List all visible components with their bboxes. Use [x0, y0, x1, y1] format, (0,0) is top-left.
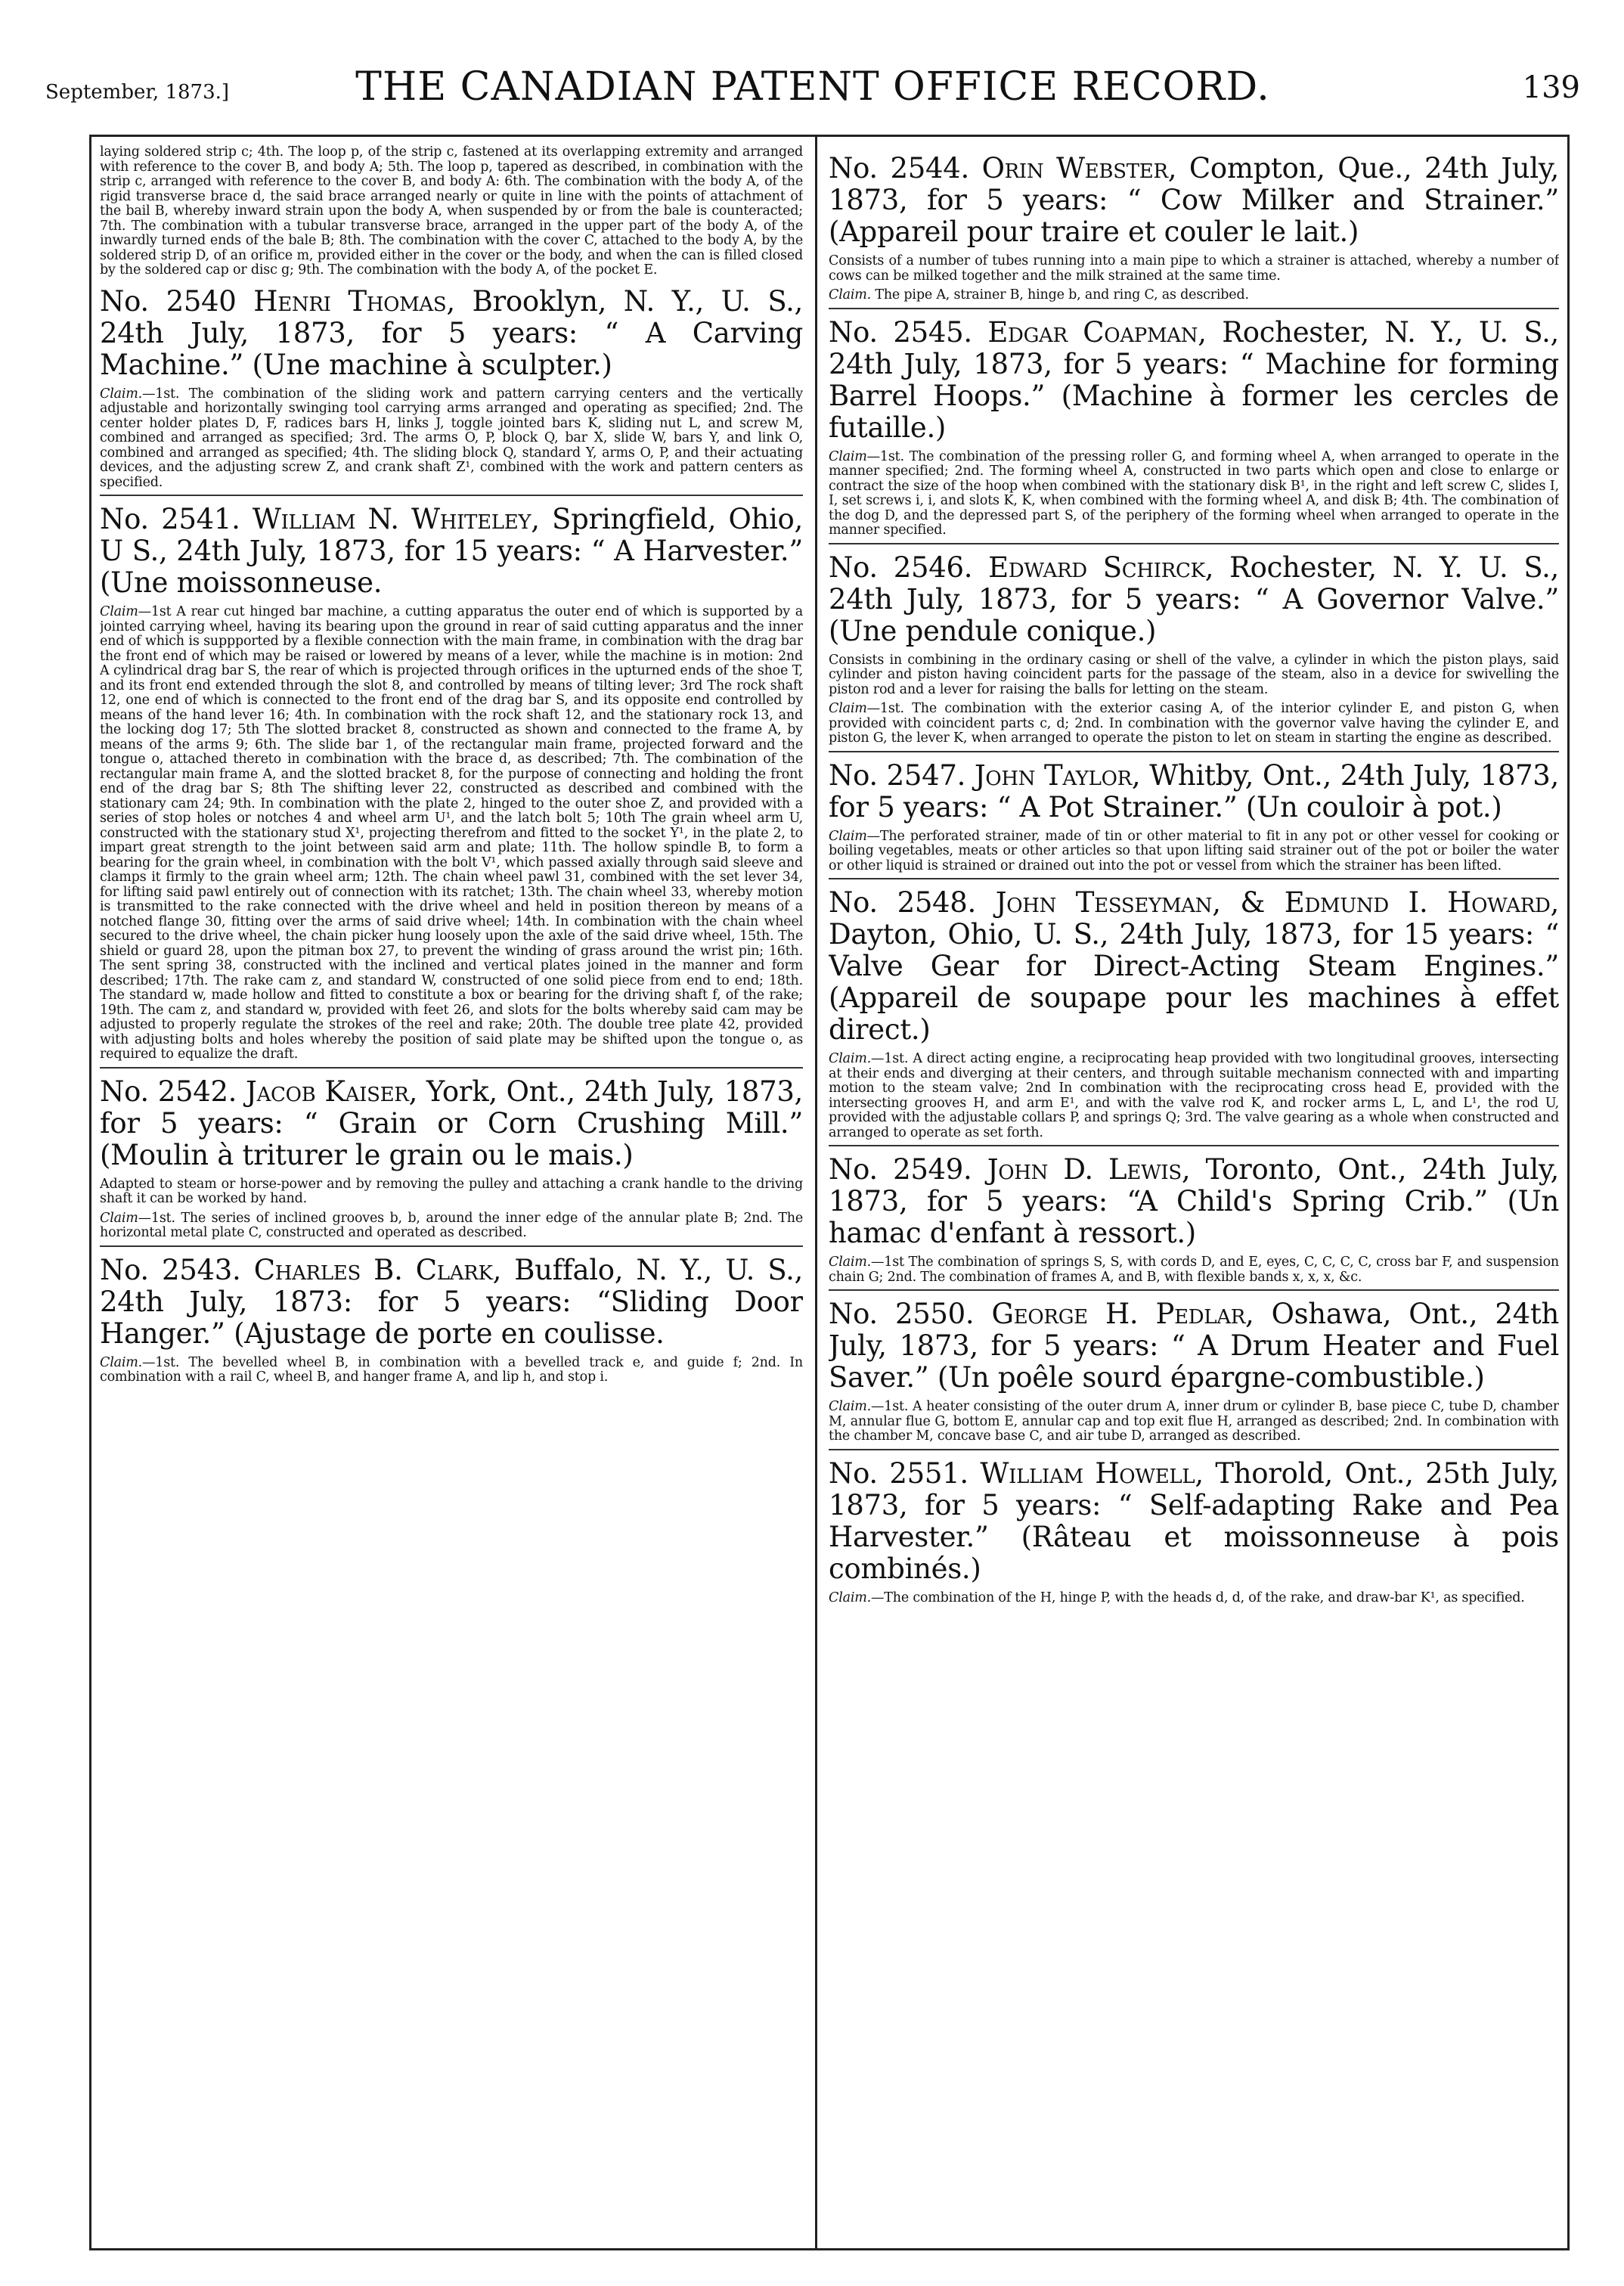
- inventor-name: John D. Lewis,: [987, 1153, 1191, 1186]
- patent-claims: Claim. The pipe A, strainer B, hinge b, and ring C, as described.: [829, 287, 1249, 302]
- patent-entry-2540: [100, 286, 803, 491]
- patent-heading: No. 2548. John Tesseyman, & Edmund I. Howard, Dayton, Ohio, U. S., 24th July, 1873, for 15 years: “ Valve Gear for Direct-Acting Steam Engines.” (Appareil de soupape pour les machines à effet direct.): [829, 886, 1559, 1046]
- entry-separator: [829, 543, 1559, 544]
- entry-separator: [829, 1449, 1559, 1450]
- inventor-name: John Taylor,: [974, 758, 1141, 792]
- continued-claims: laying soldered strip c; 4th. The loop p, of the strip c, fastened at its overlapping extremity and arranged with reference to the cover B, and body A; 5th. The loop p, tapered as described, in combination with the strip c, arranged with reference to the cover B, and body A: 6th. The combination with the body A, of the rigid transverse brace d, the said brace arranged nearly or quite in line with the points of attachment of the bail B, whereby inward strain upon the body A, when suspended by or from the bale is counteracted; 7th. The combination with a tubular transverse brace, arranged in the upper part of the body A, of the inwardly turned ends of the bale B; 8th. The combination with the cover C, attached to the body A, by the soldered strip D, of an orifice m, provided either in the cover or the body, and when the can is filled closed by the soldered cap or disc g; 9th. The combination with the body A, of the pocket E.: [100, 145, 803, 278]
- patent-heading: No. 2543. Charles B. Clark, Buffalo, N. Y., U. S., 24th July, 1873: for 5 years: “Sliding Door Hanger.” (Ajustage de porte en coulisse.: [100, 1253, 803, 1350]
- patent-heading: No. 2541. William N. Whiteley, Springfield, Ohio, U S., 24th July, 1873, for 15 years: “ A Harvester.” (Une moissonneuse.: [100, 503, 803, 599]
- inventor-name: William Howell,: [980, 1456, 1204, 1490]
- patent-claims: Claim—1st A rear cut hinged bar machine, a cutting apparatus the outer end of which is supported by a jointed carrying wheel, having its bearing upon the ground in rear of said cutting apparatus and the inner end of which is suppported by a flexible connection with the main frame, in combination with the drag bar the front end of which may be raised or lowered by means of a lever, while the machine is in motion: 2nd A cylindrical drag bar S, the rear of which is projected through orifices in the upturned ends of the shoe T, and its front end extended through the slot 8, and controlled by means of tilting lever; 3rd The rock shaft 12, one end of which is connected to the front end of the drag bar S, and its opposite end controlled by means of the hand lever 16; 4th. In combination with the rock shaft 12, and the stationary rock 13, and the locking dog 17; 5th The slotted bracket 8, constructed as shown and connected to the frame A, by means of the arms 9; 6th. The slide bar 1, of the rectangular main frame, projected forward and the tongue o, attached thereto in combination with the brace d, as described; 7th. The combination of the rectangular main frame A, and the slotted bracket 8, for the purpose of connecting and holding the front end of the drag bar S; 8th The shifting lever 22, constructed as described and combined with the stationary cam 24; 9th. In combination with the plate 2, hinged to the outer shoe Z, and provided with a series of stop holes or notches 4 and wheel arm U¹, and the latch bolt 5; 10th The grain wheel arm U, constructed with the stationary stud X¹, projecting therefrom and fitted to the socket Y¹, in the plate 2, to impart great strength to the joint between said arm and plate; 11th. The hollow spindle B, to form a bearing for the grain wheel, in combination with the bolt V¹, which passed axially through said sleeve and clamps it firmly to the grain wheel arm; 12th. The chain wheel pawl 31, combined with the set lever 34, for lifting said pawl entirely out of connection with its ratchet; 13th. The chain wheel 33, whereby motion is transmitted to the rake connected with the drive wheel and held in position thereon by means of a notched flange 30, fitting over the arms of said drive wheel; 14th. In combination with the chain wheel secured to the drive wheel, the chain picker hung loosely upon the axle of the said drive wheel, 15th. The shield or guard 28, upon the pitman box 27, to prevent the winding of grass around the wrist pin; 16th. The sent spring 38, constructed with the inclined and vertical plates joined in the manner and form described; 17th. The rake cam z, and standard W, constructed of one solid piece from end to end; 18th. The standard w, made hollow and fitted to constitute a box or bearing for the driving shaft f, of the rake; 19th. The cam z, and standard w, provided with feet 26, and slots for the bolts whereby said cam may be adjusted to properly regulate the strokes of the reel and rake; 20th. The double tree plate 42, provided with adjusting bolts and holes whereby the position of said plate may be shifted upon the tongue o, as required to equalize the draft.: [100, 604, 803, 1062]
- patent-heading: No. 2546. Edward Schirck, Rochester, N. Y. U. S., 24th July, 1873, for 5 years: “ A Governor Valve.” (Une pendule conique.): [829, 551, 1559, 647]
- issue-date: September, 1873.]: [45, 81, 230, 104]
- entry-separator: [829, 308, 1559, 309]
- patent-claims: Claim.—1st The combination of springs S, S, with cords D, and E, eyes, C, C, C, C, cross bar F, and suspension chain G; 2nd. The combination of frames A, and B, with flexible bands x, x, x, &c.: [829, 1255, 1559, 1285]
- entry-separator: [100, 1245, 803, 1247]
- patent-entry-2548: [829, 887, 1559, 1140]
- patent-claims: Claim—1st. The combination with the exterior casing A, of the interior cylinder E, and piston G, when provided with coincident parts c, d; 2nd. In combination with the governor valve having the cylinder E, and piston G, the lever K, when arranged to operate the piston to let on steam in starting the engine as described.: [829, 701, 1559, 746]
- inventor-name: Edward Schirck,: [988, 551, 1214, 584]
- inventor-name: William N. Whiteley,: [252, 503, 540, 535]
- patent-heading: No. 2550. George H. Pedlar, Oshawa, Ont., 24th July, 1873, for 5 years: “ A Drum Heater and Fuel Saver.” (Un poêle sourd épargne-combustible.): [829, 1298, 1559, 1394]
- entry-separator: [100, 1067, 803, 1069]
- entry-separator: [829, 751, 1559, 752]
- patent-entry-2543: [100, 1255, 803, 1385]
- right-column: [829, 145, 1559, 2240]
- patent-entry-2546: [829, 552, 1559, 746]
- patent-description: Consists of a number of tubes running into a main pipe to which a strainer is attached, whereby a number of cows can be milked together and the milk strained at the same time.: [829, 253, 1559, 284]
- patent-entry-2549: [829, 1154, 1559, 1285]
- inventor-name: Charles B. Clark,: [253, 1253, 502, 1286]
- inventor-name: Henri Thomas,: [253, 284, 455, 318]
- journal-title: THE CANADIAN PATENT OFFICE RECORD.: [355, 64, 1270, 110]
- patent-heading: No. 2542. Jacob Kaiser, York, Ont., 24th July, 1873, for 5 years: “ Grain or Corn Crushing Mill.” (Moulin à triturer le grain ou le mais.): [100, 1075, 803, 1171]
- patent-entry-2544: [829, 153, 1559, 303]
- patent-claims: Claim—1st. The series of inclined grooves b, b, around the inner edge of the annular plate B; 2nd. The horizontal metal plate C, constructed and operated as described.: [100, 1210, 803, 1240]
- inventor-name: George H. Pedlar,: [991, 1298, 1254, 1330]
- patent-claims: Claim—1st. The combination of the pressing roller G, and forming wheel A, when arranged to operate in the manner specified; 2nd. The forming wheel A, constructed in two parts which open and close to enlarge or contract the size of the hoop when combined with the stationary disk B¹, in the right and left screw C, slides I, I, set screws i, i, and slots K, K, when combined with the forming wheel A, and disk B; 4th. The combination of the dog D, and the depressed part S, of the periphery of the forming wheel when arranged to operate in the manner specified.: [829, 448, 1559, 538]
- patent-claims: Claim.—1st. The bevelled wheel B, in combination with a bevelled track e, and guide f; 2nd. In combination with a rail C, wheel B, and hanger frame A, and lip h, and stop i.: [100, 1354, 803, 1385]
- entry-separator: [829, 1145, 1559, 1146]
- patent-claims: Claim.—1st. The combination of the sliding work and pattern carrying centers and the vertically adjustable and horizontally swinging tool carrying arms arranged and operating as specified; 2nd. The center holder plates D, F, radices bars H, links J, toggle jointed bars K, sliding nut L, and screw M, combined and arranged as specified; 3rd. The arms O, P, block Q, bar X, slide W, bars Y, and link O, combined and arranged as specified; 4th. The sliding block Q, standard Y, arms O, P, and their actuating devices, and the adjusting screw Z, and crank shaft Z¹, combined with the work and pattern centers as specified.: [100, 386, 803, 490]
- patent-heading: No. 2544. Orin Webster, Compton, Que., 24th July, 1873, for 5 years: “ Cow Milker and Strainer.” (Appareil pour traire et couler le lait.): [829, 152, 1559, 248]
- patent-claims: Claim.—The combination of the H, hinge P, with the heads d, d, of the rake, and draw-bar K¹, as specified.: [829, 1590, 1525, 1605]
- patent-claims: Claim.—1st. A direct acting engine, a reciprocating heap provided with two longitudinal grooves, intersecting at their ends and diverging at their centers, and through suitable mechanism connected with and imparting motion to the steam valve; 2nd In combination with the reciprocating cross head E, provided with the intersecting grooves H, and arm E¹, and with the valve rod K, and rocker arms L, L, and L¹, the rod U, provided with the adjustable collars P, and springs Q; 3rd. The valve gearing as a whole when constructed and arranged to operate as set forth.: [829, 1051, 1559, 1140]
- inventor-name: Jacob Kaiser,: [246, 1075, 418, 1108]
- inventor-name: Edgar Coapman,: [987, 315, 1207, 349]
- inventor-name: John Tesseyman, & Edmund I. Howard,: [995, 886, 1559, 919]
- entry-separator: [100, 495, 803, 496]
- patent-claims: Claim—The perforated strainer, made of tin or other material to fit in any pot or other vessel for cooking or boiling vegetables, meats or other articles so that upon lifting said strainer out of the pot or boiler the water or other liquid is strained or drained out into the pot or vessel from which the strainer has been lifted.: [829, 828, 1559, 873]
- patent-entry-2551: [829, 1458, 1559, 1606]
- patent-heading: No. 2547. John Taylor, Whitby, Ont., 24th July, 1873, for 5 years: “ A Pot Strainer.” (Un couloir à pot.): [829, 758, 1559, 824]
- patent-entry-2545: [829, 317, 1559, 538]
- patent-heading: No. 2545. Edgar Coapman, Rochester, N. Y., U. S., 24th July, 1873, for 5 years: “ Machine for forming Barrel Hoops.” (Machine à former les cercles de futaille.): [829, 315, 1559, 444]
- patent-heading: No. 2540 Henri Thomas, Brooklyn, N. Y., U. S., 24th July, 1873, for 5 years: “ A Carving Machine.” (Une machine à sculpter.): [100, 284, 803, 381]
- patent-description: Adapted to steam or horse-power and by removing the pulley and attaching a crank handle to the driving shaft it can be worked by hand.: [100, 1176, 803, 1206]
- patent-claims: Claim.—1st. A heater consisting of the outer drum A, inner drum or cylinder B, base piece C, tube D, chamber M, annular flue G, bottom E, annular cap and top exit flue H, arranged as described; 2nd. In combination with the chamber M, concave base C, and air tube D, arranged as described.: [829, 1399, 1559, 1444]
- entry-separator: [829, 878, 1559, 879]
- entry-separator: [829, 1289, 1559, 1291]
- patent-entry-2550: [829, 1298, 1559, 1444]
- column-divider: [815, 135, 817, 2250]
- inventor-name: Orin Webster,: [981, 152, 1177, 185]
- left-column: [100, 145, 803, 2240]
- patent-entry-2547: [829, 760, 1559, 874]
- patent-entry-2541: [100, 504, 803, 1062]
- page-number: 139: [1522, 70, 1580, 105]
- patent-heading: No. 2549. John D. Lewis, Toronto, Ont., 24th July, 1873, for 5 years: “A Child's Spring Crib.” (Un hamac d'enfant à ressort.): [829, 1153, 1559, 1249]
- patent-heading: No. 2551. William Howell, Thorold, Ont., 25th July, 1873, for 5 years: “ Self-adapting Rake and Pea Harvester.” (Râteau et moissonneuse à pois combinés.): [829, 1456, 1559, 1585]
- patent-entry-2542: [100, 1076, 803, 1241]
- page-header: [45, 64, 1580, 121]
- patent-description: Consists in combining in the ordinary casing or shell of the valve, a cylinder in which the piston plays, said cylinder and piston having coincident parts for the passage of the steam, also in a device for swivelling the piston rod and a lever for raising the balls for letting on the steam.: [829, 652, 1559, 697]
